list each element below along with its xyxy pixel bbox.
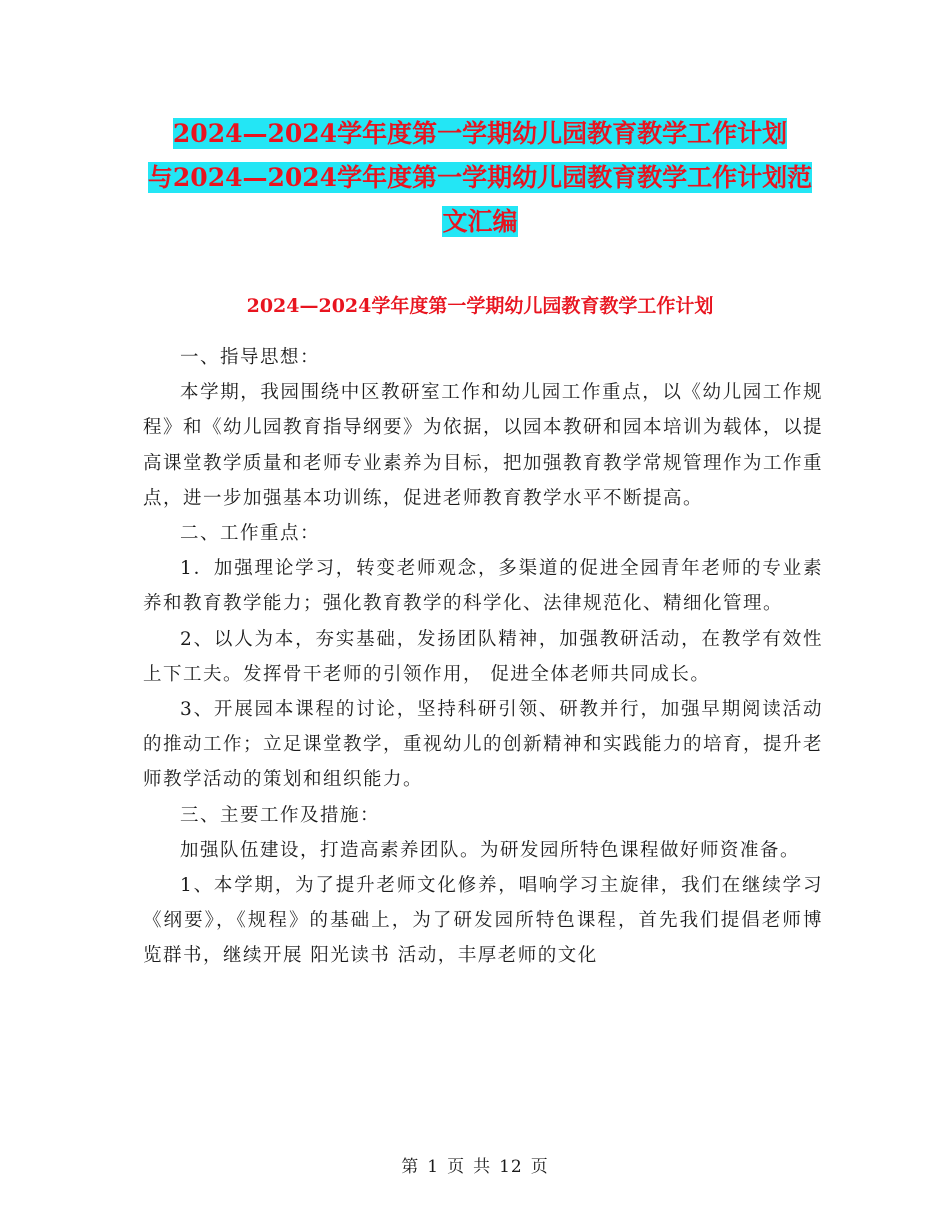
footer-total-prefix: 共 [473, 1157, 492, 1177]
heading-guiding-thought: 一、指导思想： [180, 347, 321, 368]
paragraph: 本学期，我园围绕中区教研室工作和幼儿园工作重点，以《幼儿园工作规程》和《幼儿园教育指导纲要》为依据，以园本教研和园本培训为载体，以提高课堂教学质量和老师专业素养为目标，把加强教育教学常规管理作为工作重点，进一步加强基本功训练，促进老师教育教学水平不断提高。 [143, 382, 824, 509]
footer-total-pages: 12 [499, 1157, 523, 1177]
paragraph: 3、开展园本课程的讨论，坚持科研引领、研教并行，加强早期阅读活动的推动工作；立足课堂教学，重视幼儿的创新精神和实践能力的培育，提升老师教学活动的策划和组织能力。 [143, 699, 824, 791]
body-text [143, 340, 823, 974]
footer-page-number: 1 [427, 1157, 440, 1177]
main-title-line-2: 与2024—2024学年度第一学期幼儿园教育教学工作计划范 [147, 163, 813, 192]
footer-total-unit: 页 [530, 1157, 549, 1177]
footer-prefix: 第 [401, 1157, 420, 1177]
main-title-line-3: 文汇编 [442, 207, 518, 236]
footer-page-unit: 页 [447, 1157, 466, 1177]
paragraph: 2、以人为本，夯实基础，发扬团队精神，加强教研活动，在教学有效性上下工夫。发挥骨干老师的引领作用， 促进全体老师共同成长。 [143, 628, 823, 685]
heading-main-work: 三、主要工作及措施： [180, 804, 381, 826]
paragraph: 1、本学期，为了提升老师文化修养，唱响学习主旋律，我们在继续学习《纲要》，《规程》的基础上，为了研发园所特色课程，首先我们提倡老师博览群书，继续开展 阳光读书 活动，丰厚老师的文化 [143, 875, 823, 967]
heading-work-focus: 二、工作重点： [180, 523, 321, 545]
paragraph: 加强队伍建设，打造高素养团队。为研发园所特色课程做好师资准备。 [180, 839, 801, 861]
main-title-line-1: 2024—2024学年度第一学期幼儿园教育教学工作计划 [172, 119, 788, 148]
main-title [140, 112, 820, 244]
page-footer [0, 1152, 950, 1177]
section-title: 2024—2024学年度第一学期幼儿园教育教学工作计划 [246, 295, 714, 317]
paragraph: 1．加强理论学习，转变老师观念，多渠道的促进全园青年老师的专业素养和教育教学能力；强化教育教学的科学化、法律规范化、精细化管理。 [143, 558, 823, 615]
